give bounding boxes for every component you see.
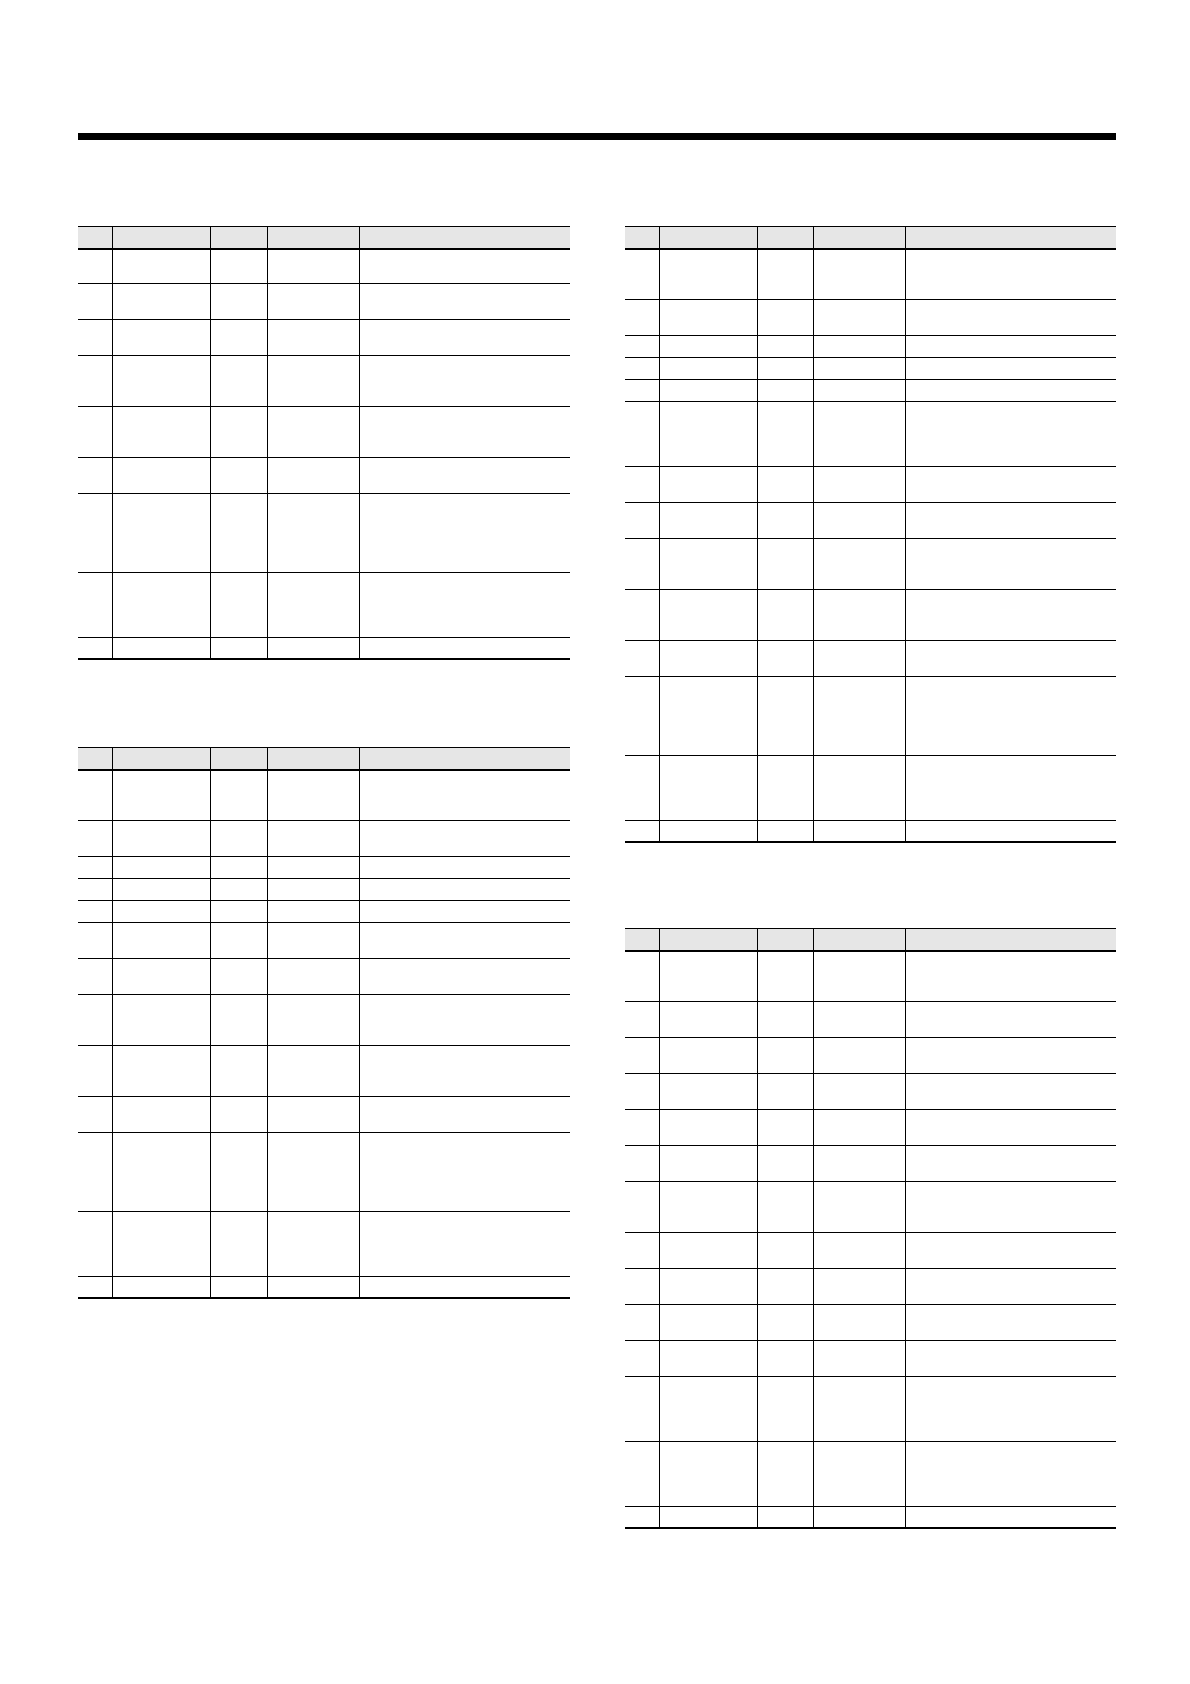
header-rule <box>78 133 1116 140</box>
table-4 <box>625 928 1116 1529</box>
table-row <box>78 995 570 1046</box>
table-row <box>625 1305 1116 1341</box>
table-header-row <box>78 748 570 770</box>
table-row <box>78 1133 570 1212</box>
table-row <box>78 857 570 879</box>
table-row <box>625 1377 1116 1442</box>
table-row <box>625 1110 1116 1146</box>
table-row <box>78 249 570 284</box>
header-cell <box>112 748 210 770</box>
table-row <box>625 358 1116 380</box>
table-row <box>625 1442 1116 1507</box>
header-cell <box>267 227 359 249</box>
table-row <box>625 336 1116 358</box>
header-cell <box>813 929 905 951</box>
table-row <box>625 641 1116 677</box>
table-row <box>78 356 570 407</box>
header-cell <box>112 227 210 249</box>
table-row <box>625 1341 1116 1377</box>
header-cell <box>905 929 1116 951</box>
table-row <box>625 539 1116 590</box>
header-cell <box>625 929 659 951</box>
table-row <box>625 300 1116 336</box>
header-cell <box>359 227 570 249</box>
header-cell <box>210 227 267 249</box>
table-row <box>78 1046 570 1097</box>
table-row <box>625 1146 1116 1182</box>
header-cell <box>78 227 112 249</box>
header-cell <box>78 748 112 770</box>
table-row <box>78 320 570 356</box>
table-3 <box>625 226 1116 843</box>
header-cell <box>757 929 813 951</box>
header-cell <box>359 748 570 770</box>
table-row <box>78 573 570 638</box>
header-cell <box>757 227 813 249</box>
table-row <box>78 284 570 320</box>
table-row <box>625 467 1116 503</box>
header-cell <box>813 227 905 249</box>
table-row <box>625 402 1116 467</box>
table-row <box>625 1038 1116 1074</box>
table-row <box>625 1507 1116 1528</box>
table-row <box>78 1277 570 1298</box>
table-row <box>78 458 570 494</box>
header-cell <box>905 227 1116 249</box>
table-row <box>625 503 1116 539</box>
table-row <box>625 249 1116 300</box>
table-header-row <box>78 227 570 249</box>
table-header-row <box>625 227 1116 249</box>
table-row <box>78 1097 570 1133</box>
table-row <box>625 1002 1116 1038</box>
table-row <box>78 494 570 573</box>
header-cell <box>267 748 359 770</box>
header-cell <box>210 748 267 770</box>
header-cell <box>659 929 757 951</box>
table-2 <box>78 747 570 1299</box>
table-row <box>78 770 570 821</box>
table-row <box>625 380 1116 402</box>
table-row <box>78 821 570 857</box>
table-row <box>78 638 570 659</box>
table-row <box>78 879 570 901</box>
table-row <box>78 901 570 923</box>
table-row <box>78 923 570 959</box>
table-row <box>78 959 570 995</box>
table-row <box>625 677 1116 756</box>
table-header-row <box>625 929 1116 951</box>
table-row <box>625 756 1116 821</box>
table-1 <box>78 226 570 660</box>
table-row <box>625 951 1116 1002</box>
table-row <box>625 590 1116 641</box>
table-row <box>625 1233 1116 1269</box>
table-row <box>625 1182 1116 1233</box>
table-row <box>78 1212 570 1277</box>
table-row <box>625 1074 1116 1110</box>
header-cell <box>659 227 757 249</box>
header-cell <box>625 227 659 249</box>
table-row <box>625 821 1116 842</box>
table-row <box>78 407 570 458</box>
table-row <box>625 1269 1116 1305</box>
